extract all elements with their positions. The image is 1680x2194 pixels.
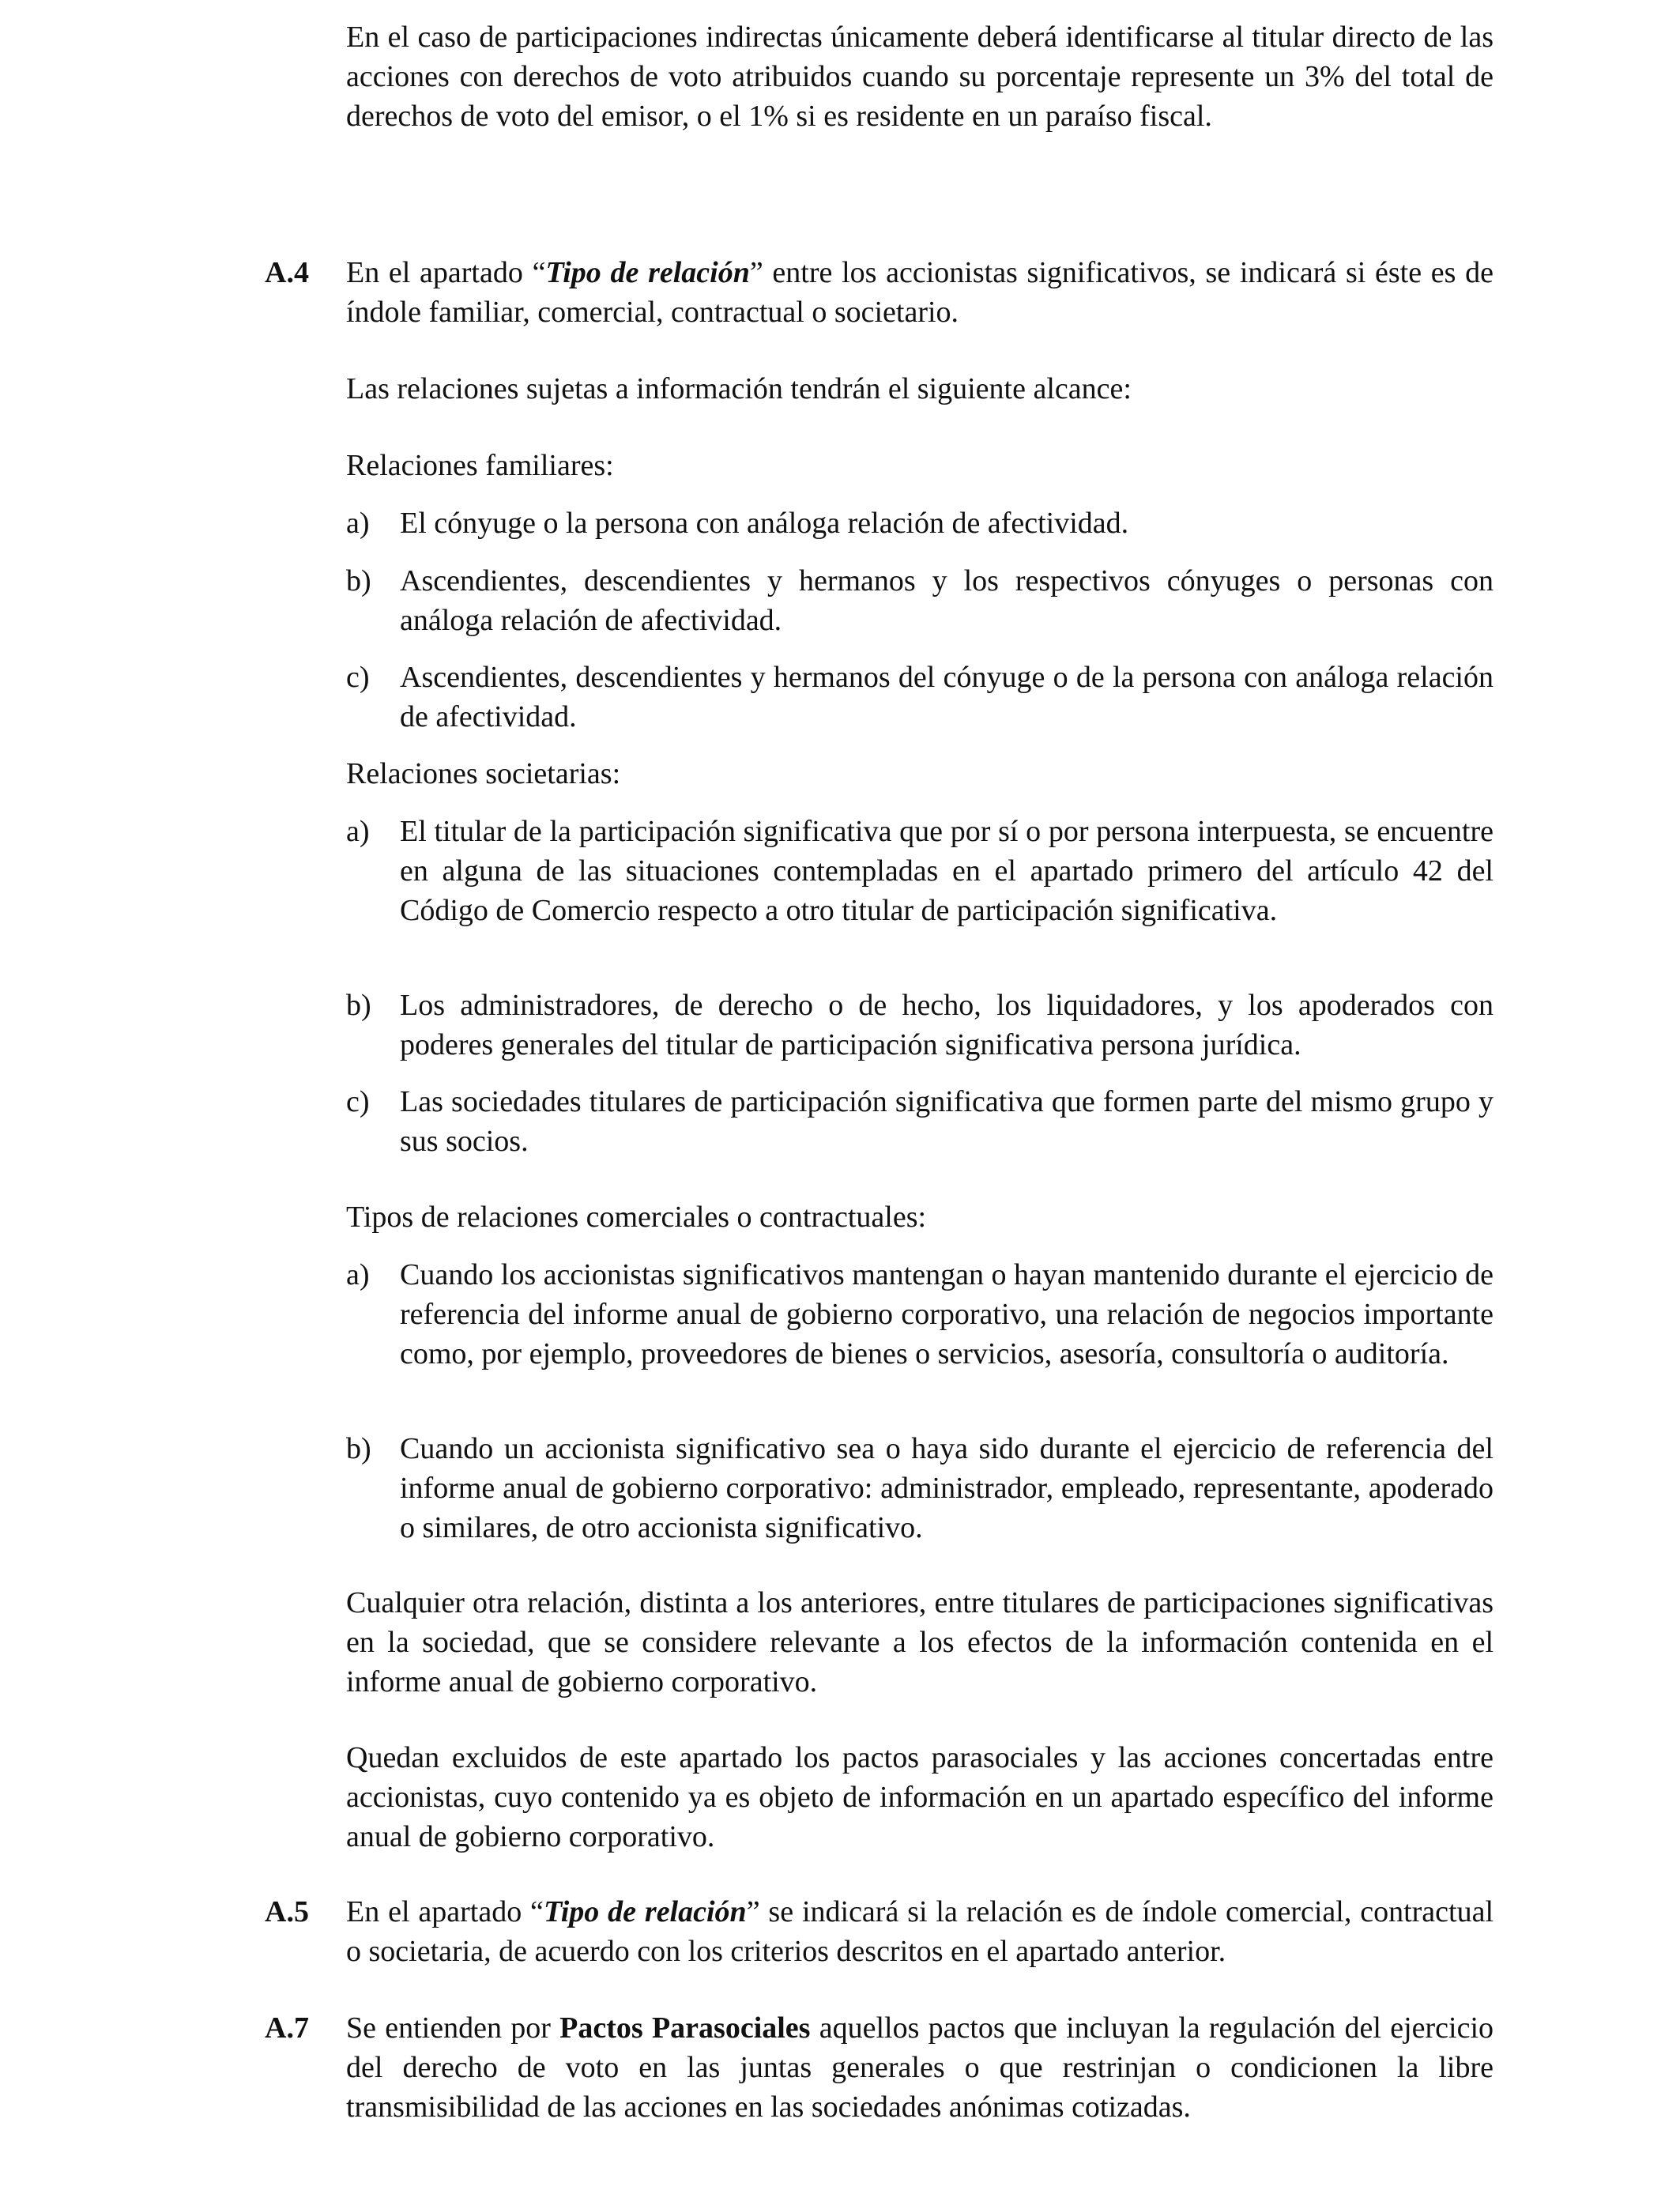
list-item <box>346 812 1494 930</box>
a4-lead-pre: En el apartado “ <box>346 256 546 289</box>
a4-lead-emphasis: Tipo de relación <box>545 256 750 289</box>
list-item-text: Cuando los accionistas significativos mantengan o hayan mantenido durante el ejercicio de referencia del informe anual de gobierno corporativo, una relación de negocios importante como, por ejemplo, proveedores de bienes o servicios, asesoría, consultoría o auditoría. <box>400 1258 1494 1370</box>
list-item-text: Cuando un accionista significativo sea o haya sido durante el ejercicio de referencia del informe anual de gobierno corporativo: administrador, empleado, representante, apoderado o similares, de otro accionista significativo. <box>400 1432 1494 1544</box>
a7-pre: Se entienden por <box>346 2011 560 2045</box>
list-marker: a) <box>346 1258 370 1291</box>
a4-lead-post: ” entre los accionistas significativos, se indicará si éste es de índole familiar, comercial, contractual o societario. <box>346 256 1494 329</box>
a5-pre: En el apartado “ <box>346 1895 544 1928</box>
section-number-a5: A.5 <box>265 1895 309 1928</box>
heading-relaciones-comerciales: Tipos de relaciones comerciales o contractuales: <box>346 1201 927 1234</box>
list-item <box>346 561 1494 640</box>
list-item <box>346 1255 1494 1374</box>
list-marker: a) <box>346 815 370 848</box>
list-item-text: El titular de la participación significativa que por sí o por persona interpuesta, se encuentre en alguna de las situaciones contempladas en el apartado primero del artículo 42 del Código de Comercio respecto a otro titular de participación significativa. <box>400 815 1494 927</box>
heading-relaciones-societarias: Relaciones societarias: <box>346 757 621 790</box>
list-item <box>346 986 1494 1065</box>
intro-paragraph: En el caso de participaciones indirectas únicamente deberá identificarse al titular directo de las acciones con derechos de voto atribuidos cuando su porcentaje represente un 3% del total de derechos de voto del emisor, o el 1% si es residente en un paraíso fiscal. <box>346 21 1494 133</box>
list-marker: b) <box>346 989 371 1022</box>
list-marker: b) <box>346 1432 371 1465</box>
section-a4-lead <box>346 253 1494 332</box>
list-item <box>346 1082 1494 1161</box>
a7-bold-term: Pactos Parasociales <box>559 2011 811 2045</box>
list-item-text: Los administradores, de derecho o de hecho, los liquidadores, y los apoderados con poderes generales del titular de participación significativa persona jurídica. <box>400 989 1494 1061</box>
list-item <box>346 658 1494 737</box>
list-item-text: Las sociedades titulares de participación significativa que formen parte del mismo grupo y sus socios. <box>400 1085 1494 1158</box>
a4-scope: Las relaciones sujetas a información tendrán el siguiente alcance: <box>346 372 1132 405</box>
list-item-text: El cónyuge o la persona con análoga relación de afectividad. <box>400 507 1129 540</box>
a5-post: ” se indicará si la relación es de índole comercial, contractual o societaria, de acuerdo con los criterios descritos en el apartado anterior. <box>346 1895 1494 1968</box>
section-number-a7: A.7 <box>265 2011 309 2045</box>
section-number-a4: A.4 <box>265 256 309 289</box>
heading-relaciones-familiares: Relaciones familiares: <box>346 449 614 482</box>
section-a5-text <box>346 1892 1494 1971</box>
list-item <box>346 1429 1494 1547</box>
list-item-text: Ascendientes, descendientes y hermanos y los respectivos cónyuges o personas con análoga relación de afectividad. <box>400 564 1494 637</box>
a7-post: aquellos pactos que incluyan la regulación del ejercicio del derecho de voto en las juntas generales o que restrinjan o condicionen la libre transmisibilidad de las acciones en las sociedades anónimas cotizadas. <box>346 2011 1494 2124</box>
list-item-text: Ascendientes, descendientes y hermanos del cónyuge o de la persona con análoga relación de afectividad. <box>400 661 1494 733</box>
list-marker: c) <box>346 661 370 694</box>
list-marker: b) <box>346 564 371 598</box>
list-item <box>346 503 1494 543</box>
excluded-paragraph: Quedan excluidos de este apartado los pactos parasociales y las acciones concertadas entre accionistas, cuyo contenido ya es objeto de información en un apartado específico del informe anual de gobierno corporativo. <box>346 1741 1494 1853</box>
section-a7-text <box>346 2008 1494 2127</box>
list-marker: a) <box>346 507 370 540</box>
a5-emphasis: Tipo de relación <box>543 1895 747 1928</box>
other-relation-paragraph: Cualquier otra relación, distinta a los anteriores, entre titulares de participaciones significativas en la sociedad, que se considere relevante a los efectos de la información contenida en el informe anual de gobierno corporativo. <box>346 1586 1494 1698</box>
list-marker: c) <box>346 1085 370 1118</box>
